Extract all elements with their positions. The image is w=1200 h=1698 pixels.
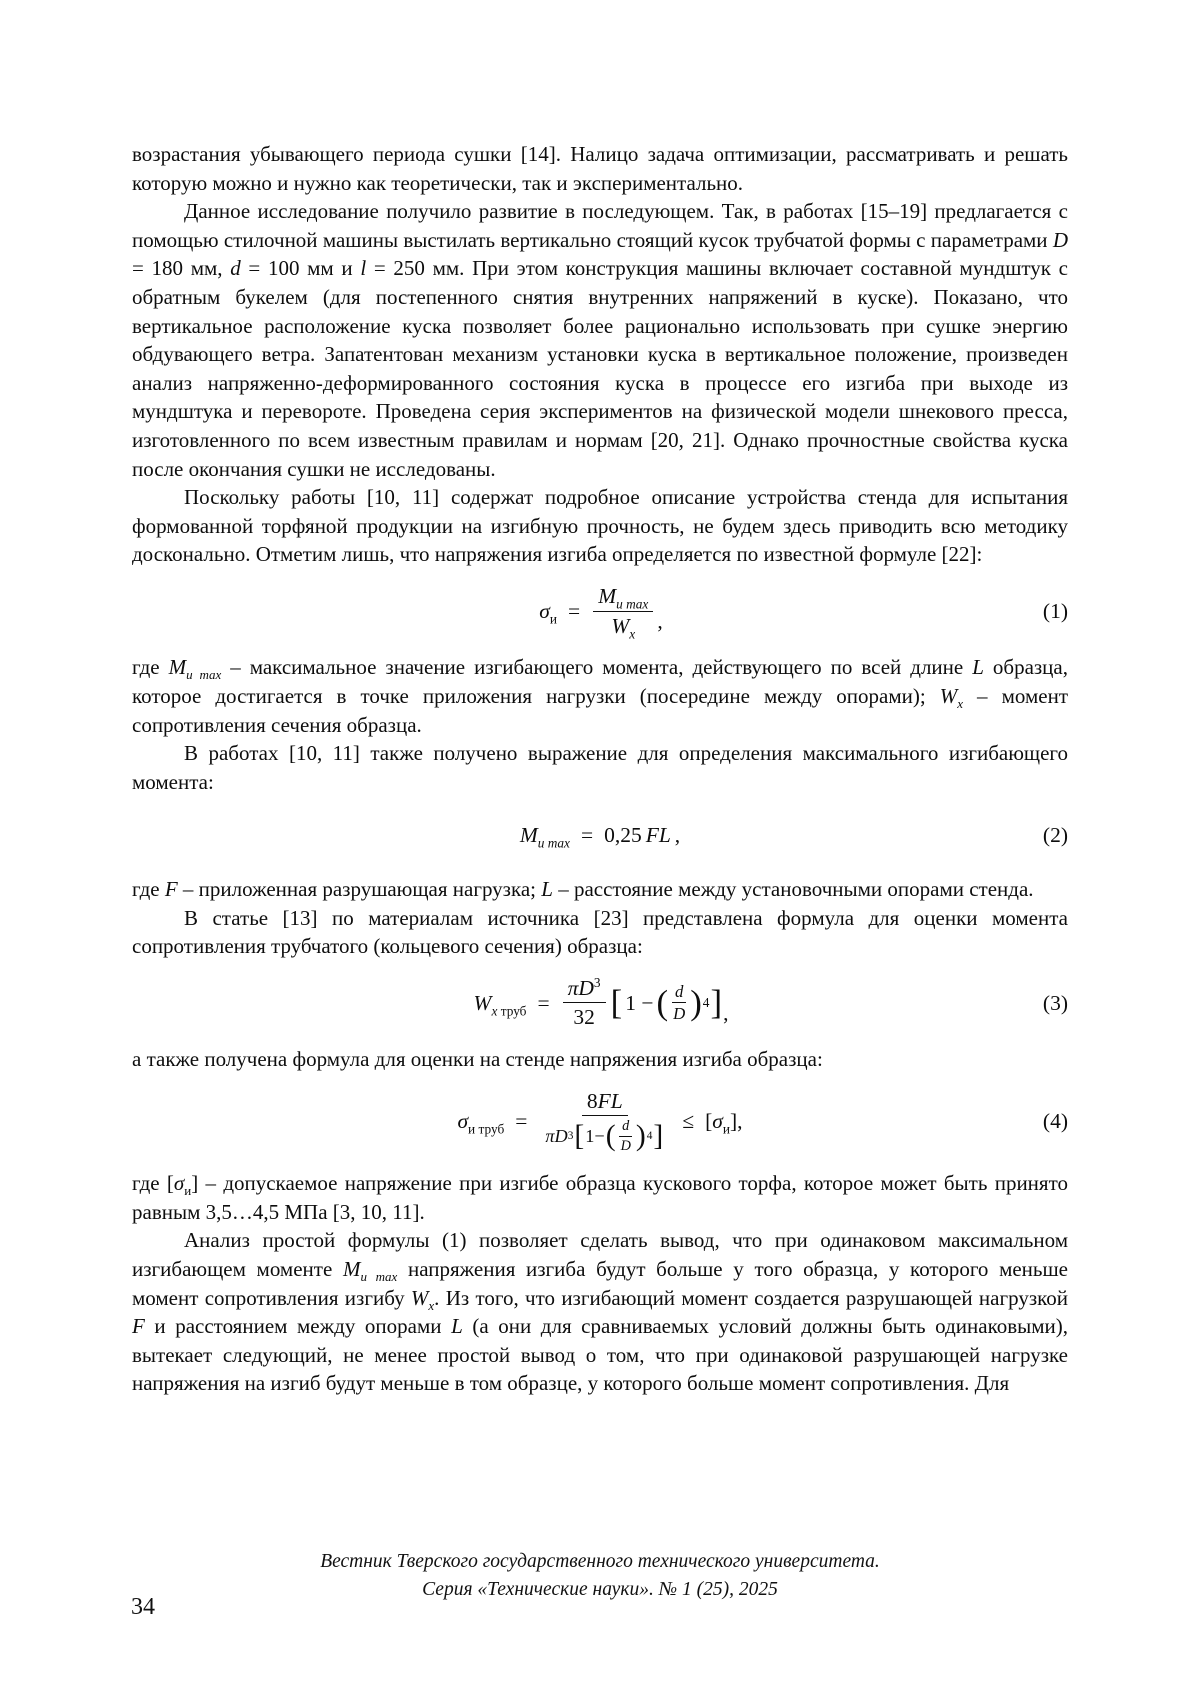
text-segment: В работах [10, 11] также получено выражение для определения максимального изгибающего момента:	[132, 741, 1068, 794]
left-paren: (	[656, 983, 669, 1023]
right-bracket: ]	[653, 1119, 664, 1152]
comma: ,	[657, 608, 663, 633]
text-segment: – приложенная разрушающая нагрузка;	[177, 876, 542, 901]
text-segment: и	[184, 1183, 192, 1199]
equals-sign: =	[537, 990, 550, 1015]
left-bracket: [	[610, 983, 623, 1023]
text-segment: x	[957, 696, 964, 712]
right-paren: )	[690, 983, 702, 1023]
equation-number: (1)	[1042, 598, 1068, 623]
allowed-stress-term: $[\sigma_и]$,	[705, 1109, 743, 1137]
text-segment: F	[164, 876, 178, 901]
paragraph	[132, 483, 1068, 569]
equation-4	[132, 1089, 1068, 1154]
text-segment: = 250 мм. При этом конструкция машины включает составной мундштук с обратным букелем (для постепенного снятия внутренних напряжений в куске). Показано, что вертикальное расположение куска позволяет более рационально использовать при сушке энергию обдувающего ветра. Запатентован механизм установки куска в вертикальное положение, произведен анализ напряженно-деформированного состояния куска в процессе его изгиба при выходе из мундштука и перевороте. Проведена серия экспериментов на физической модели шнекового пресса, изготовленного по всем известным правилам и нормам [20, 21]. Однако прочностные свойства куска после окончания сушки не исследованы.	[132, 256, 1068, 481]
text-segment: d	[230, 256, 241, 281]
formula-body	[196, 821, 1004, 850]
equation-number: (4)	[1042, 1109, 1068, 1134]
leq-sign: ≤	[682, 1109, 695, 1134]
text-segment: где	[132, 876, 165, 901]
equation-2	[132, 821, 1068, 850]
fraction: $\frac{M_{и max}}{W_x}$	[593, 584, 653, 638]
text-segment: L	[972, 655, 984, 680]
text-segment: – расстояние между установочными опорами стенда.	[552, 876, 1034, 901]
text-segment: M	[168, 655, 187, 680]
text-segment: F	[132, 1314, 145, 1339]
coefficient: 0,25	[604, 823, 642, 848]
text-segment: – максимальное значение изгибающего момента, действующего по всей длине	[221, 655, 973, 680]
comma: ,	[674, 823, 681, 848]
text-segment: В статье [13] по материалам источника [23] представлена формула для оценки момента сопротивления трубчатого (кольцевого сечения) образца:	[132, 905, 1068, 959]
variables: FL	[645, 823, 671, 848]
formula-body	[196, 583, 1004, 641]
text-segment: а также получена формула для оценки на стенде напряжения изгиба образца:	[132, 1047, 823, 1072]
article-body	[132, 140, 1068, 1398]
one-minus: 1 −	[625, 990, 654, 1015]
equation-number: (2)	[1042, 823, 1068, 848]
text-segment: и расстоянием между опорами	[144, 1314, 452, 1339]
journal-issue-line: Серия «Технические науки». № 1 (25), 2025	[422, 1579, 778, 1600]
text-segment: D	[1052, 227, 1068, 252]
text-segment: W	[939, 683, 958, 708]
left-bracket: [	[574, 1119, 585, 1152]
text-segment: = 100 мм и	[240, 256, 361, 281]
text-segment: x	[428, 1297, 435, 1313]
text-segment: L	[451, 1314, 463, 1339]
comma: ,	[723, 1000, 729, 1025]
right-bracket: ]	[710, 983, 723, 1023]
paragraph	[132, 1226, 1068, 1398]
fraction: 8FL πD 3 [ 1− ( $\frac{d}{D}$ ) 4 ]	[545, 1088, 664, 1154]
right-paren: )	[635, 1119, 646, 1152]
left-paren: (	[605, 1119, 616, 1152]
text-segment: (а они для сравниваемых условий должны быть одинаковыми), вытекает следующий, не менее простой вывод о том, что при одинаковой разрушающей нагрузке напряжения на изгиб будут меньше в том образце, у которого больше момент сопротивления. Для	[132, 1314, 1068, 1396]
equals-sign: =	[515, 1109, 528, 1134]
text-segment: L	[541, 876, 553, 901]
text-segment: ] – допускаемое напряжение при изгибе образца кускового торфа, которое может быть принято равным 3,5…4,5 МПа [3, 10, 11].	[132, 1171, 1068, 1224]
page-number: 34	[131, 1594, 155, 1620]
equation-number: (3)	[1042, 990, 1068, 1015]
text-segment: и max	[186, 667, 222, 683]
text-segment: Данное исследование получило развитие в последующем. Так, в работах [15–19] предлагается с помощью стилочной машины выстилать вертикально стоящий кусок трубчатой формы с параметрами	[132, 199, 1068, 252]
text-segment: l	[360, 256, 367, 281]
equation-1	[132, 583, 1068, 641]
moment-term: $M_{и max}$	[519, 823, 570, 851]
paragraph	[132, 1169, 1068, 1226]
text-segment: . Из того, что изгибающий момент создается разрушающей нагрузкой	[434, 1285, 1068, 1310]
paragraph	[132, 197, 1068, 483]
text-segment: – момент сопротивления сечения образца.	[132, 683, 1068, 737]
inner-fraction: $\frac{d}{D}$	[620, 1118, 631, 1154]
text-segment: = 180 мм,	[132, 256, 231, 281]
formula-body: $W_{x труб}$ = $\frac{\pi D^3}{32}$ [ 1 − ( $\frac{d}{D}$ ) 4 ] ,	[473, 974, 729, 1030]
text-segment: где [	[132, 1171, 174, 1196]
equals-sign: =	[580, 823, 594, 848]
paragraph	[132, 875, 1068, 904]
text-segment: W	[410, 1285, 429, 1310]
text-segment: где	[132, 655, 169, 680]
text-segment: Поскольку работы [10, 11] содержат подробное описание устройства стенда для испытания формованной торфяной продукции на изгибную прочность, не будем здесь приводить всю методику досконально. Отметим лишь, что напряжения изгиба определяется по известной формуле [22]:	[132, 485, 1068, 567]
text-segment: M	[342, 1256, 361, 1281]
inner-fraction: $\frac{d}{D}$	[673, 982, 686, 1024]
paragraph	[132, 904, 1068, 961]
journal-footer	[0, 1548, 1200, 1604]
equals-sign: =	[568, 598, 581, 623]
text-segment: возрастания убывающего периода сушки [14]. Налицо задача оптимизации, рассматривать и решать которую можно и нужно как теоретически, так и экспериментально.	[132, 142, 1068, 195]
section-modulus-term: $W_{x труб}$	[473, 990, 527, 1018]
text-segment: напряжения изгиба будут больше у того образца, у которого меньше момент сопротивления изгибу	[132, 1256, 1068, 1310]
text-segment: образца, которое достигается в точке приложения нагрузки (посередине между опорами);	[132, 655, 1068, 708]
journal-title-line: Вестник Тверского государственного технического университета.	[320, 1551, 880, 1572]
paragraph	[132, 1045, 1068, 1074]
sigma-term: $\sigma_и$	[539, 598, 558, 627]
paragraph	[132, 739, 1068, 796]
paragraph	[132, 653, 1068, 739]
fraction: $\frac{\pi D^3}{32}$	[563, 976, 606, 1030]
text-segment: Анализ простой формулы (1) позволяет сделать вывод, что при одинаковом максимальном изгибающем моменте	[132, 1228, 1068, 1281]
text-segment: σ	[173, 1171, 185, 1196]
paragraph	[132, 140, 1068, 197]
text-segment: и max	[360, 1269, 398, 1285]
formula-body	[196, 1089, 1004, 1154]
sigma-term: $\sigma_{и труб}$	[457, 1109, 505, 1137]
equation-3	[132, 976, 1068, 1030]
